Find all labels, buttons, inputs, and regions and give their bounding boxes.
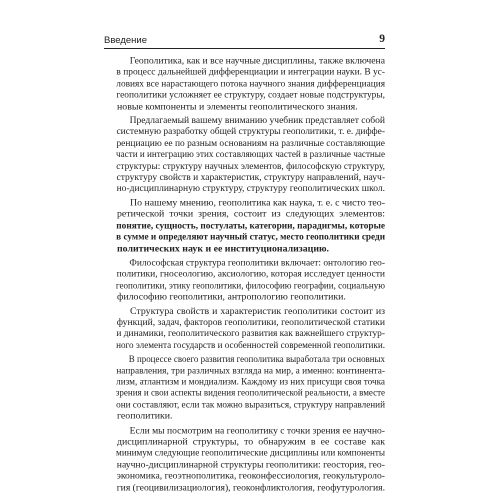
text-line: они составляют, если так можно выразиться, структуру направлений bbox=[116, 400, 385, 411]
text-line: зрения и свои аспекты видения геополитической реальности, а вместе bbox=[115, 388, 386, 399]
text-line: Философская структура геополитики включает: онтологию гео- bbox=[129, 257, 386, 269]
text-line: ретической точки зрения, состоит из следующих элементов: bbox=[117, 209, 385, 220]
text-line: структуру свойств и характеристик, структуру направлений, науч- bbox=[116, 172, 385, 183]
text-line: дисциплинарной структуры, то обнаружим в ее составе как bbox=[117, 437, 385, 448]
text-line: В процессе своего развития геополитика выработала три основных bbox=[128, 354, 385, 365]
text-line: новые компоненты и элементы геополитического знания. bbox=[117, 101, 358, 112]
text-line: Если мы посмотрим на геополитику с точки зрения ее научно- bbox=[129, 425, 386, 436]
text-line: ренциацию ее по разным основаниям на различные составляющие bbox=[116, 138, 386, 149]
text-line: По нашему мнению, геополитика как наука, т. е. с чисто тео- bbox=[130, 198, 385, 209]
paragraph bbox=[104, 116, 385, 196]
text-line: геополитики, этику геополитики, философию географии, социальную bbox=[115, 280, 385, 291]
text-line: Геополитика, как и все научные дисциплины, также включена bbox=[129, 56, 386, 67]
text-line: системную разработку общей структуры геополитики, т. е. диффе- bbox=[116, 127, 386, 138]
text-line: ного элемента государств и особенностей современной геополитики. bbox=[116, 340, 386, 351]
paragraph bbox=[104, 198, 385, 255]
emphasized-line: понятие, сущность, постулаты, категории, парадигмы, которые bbox=[116, 220, 385, 232]
paragraph bbox=[104, 258, 385, 304]
running-header bbox=[104, 32, 385, 49]
text-line: философию геополитики, антропологию геополитики. bbox=[117, 292, 346, 303]
text-line: геополитики. bbox=[117, 411, 173, 422]
text-line: части и интеграцию этих составляющих частей в различные частные bbox=[116, 149, 385, 160]
text-line: ловиях все нарастающего потока научного знания дифференциация bbox=[116, 78, 385, 89]
body-text bbox=[104, 56, 385, 494]
text-line: но-дисциплинарную структуру, структуру геополитических школ. bbox=[116, 184, 385, 195]
emphasized-line: в сумме и определяют научный статус, место геополитики среди bbox=[116, 232, 386, 243]
text-line: минимум следующие геополитические дисциплины или компоненты bbox=[116, 448, 386, 459]
text-line: Предлагаемый вашему вниманию учебник представляет собой bbox=[129, 115, 386, 126]
paragraph bbox=[104, 426, 385, 494]
text-line: научно-дисциплинарной структуры геополитики: геостория, гео- bbox=[116, 459, 386, 470]
paragraph bbox=[104, 355, 385, 423]
text-line: структуры: структуру научных элементов, философскую структуру, bbox=[116, 161, 386, 172]
emphasized-line: политических наук и ее институционализацию. bbox=[117, 243, 329, 254]
text-line: политики, гносеологию, аксиологию, которая исследует ценности bbox=[116, 269, 385, 280]
text-line: Структура свойств и характеристик геополитики состоит из bbox=[130, 306, 385, 317]
text-line: в процесс дальнейшей дифференциации и интеграции науки. В ус- bbox=[116, 67, 385, 78]
text-line: экономика, геоэтнополитика, геоконфессиология, геокультуроло- bbox=[116, 471, 386, 482]
text-line: геополитики усложняет ее структуру, создает новые подструктуры, bbox=[116, 90, 385, 101]
text-line: функций, задач, факторов геополитики, геополитической статики bbox=[116, 317, 385, 328]
text-line: и динамики, геополитического развития как важнейшего структур- bbox=[116, 329, 385, 340]
section-title: Введение bbox=[104, 35, 148, 46]
text-line: лизм, атлантизм и мондиализм. Каждому из них присущи своя точка bbox=[116, 377, 386, 388]
paragraph bbox=[104, 306, 385, 352]
text-line: гия (геоцивилизациология), геоконфликтология, геофутурология. bbox=[116, 482, 385, 493]
page-number: 9 bbox=[379, 33, 385, 45]
text-line: направления, три различных взгляда на мир, а именно: континента- bbox=[116, 365, 385, 377]
paragraph bbox=[104, 56, 385, 113]
